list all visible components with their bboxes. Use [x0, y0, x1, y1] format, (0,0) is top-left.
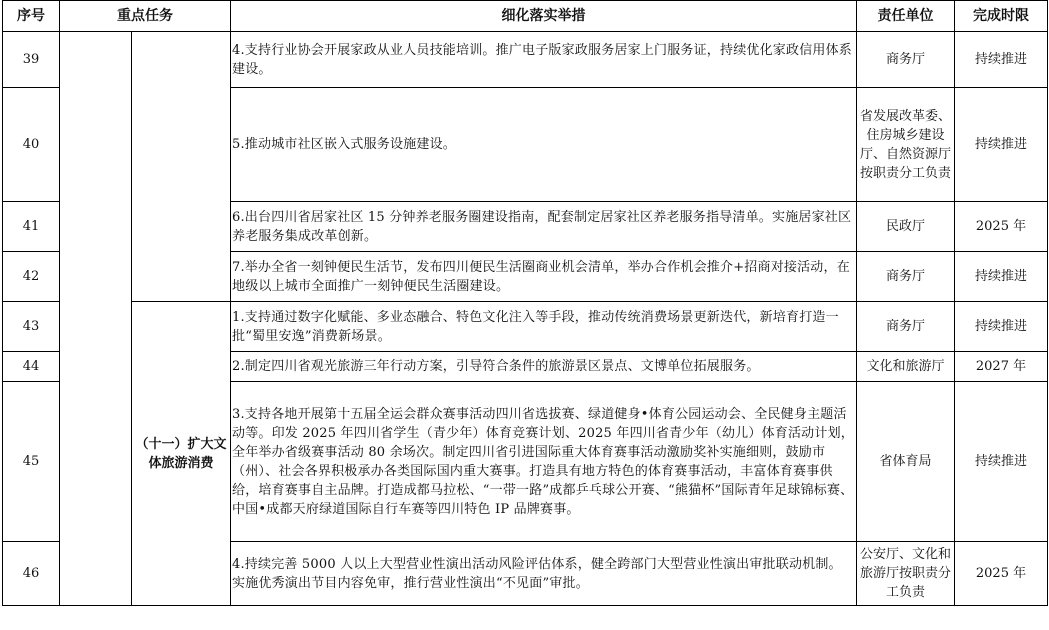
measure-cell: 6.出台四川省居家社区 15 分钟养老服务圈建设指南，配套制定居家社区养老服务指导清单。实施居家社区养老服务集成改革创新。 — [231, 202, 857, 252]
table-header-row — [3, 1, 1048, 32]
measure-cell: 7.举办全省一刻钟便民生活节，发布四川便民生活圈商业机会清单，举办合作机会推介+招商对接活动，在地级以上城市全面推广一刻钟便民生活圈建设。 — [231, 252, 857, 302]
measure-cell: 4.支持行业协会开展家政从业人员技能培训。推广电子版家政服务居家上门服务证，持续优化家政信用体系建设。 — [231, 32, 857, 88]
header-deadline: 完成时限 — [955, 1, 1048, 32]
measure-cell: 2.制定四川省观光旅游三年行动方案，引导符合条件的旅游景区景点、文博单位拓展服务。 — [231, 352, 857, 382]
unit-cell: 文化和旅游厅 — [857, 352, 955, 382]
table-row — [3, 32, 1048, 88]
deadline-cell: 持续推进 — [955, 302, 1048, 352]
measure-cell: 3.支持各地开展第十五届全运会群众赛事活动四川省选拔赛、绿道健身•体育公园运动会、全民健身主题活动等。印发 2025 年四川省学生（青少年）体育竞赛计划、2025 年四川省青少年（幼儿）体育活动计划，全年举办省级赛事活动 80 余场次。制定四川省引进国际重大体育赛事活动激励奖补实施细则，鼓励市（州）、社会各界积极承办各类国际国内重大赛事。打造具有地方特色的体育赛事活动，丰富体育赛事供给，培育赛事自主品牌。打造成都马拉松、“一带一路”成都乒乓球公开赛、“熊猫杯”国际青年足球锦标赛、中国•成都天府绿道国际自行车赛等四川特色 IP 品牌赛事。 — [231, 382, 857, 542]
unit-cell: 民政厅 — [857, 202, 955, 252]
unit-cell: 商务厅 — [857, 32, 955, 88]
row-number: 42 — [3, 252, 60, 302]
unit-cell: 商务厅 — [857, 252, 955, 302]
header-measures: 细化落实举措 — [231, 1, 857, 32]
task-cell-previous — [132, 32, 231, 302]
row-number: 44 — [3, 352, 60, 382]
deadline-cell: 2025 年 — [955, 542, 1048, 606]
measure-cell: 5.推动城市社区嵌入式服务设施建设。 — [231, 88, 857, 202]
task-column-blank — [60, 32, 132, 606]
unit-cell: 省发展改革委、住房城乡建设厅、自然资源厅按职责分工负责 — [857, 88, 955, 202]
measures-table — [2, 0, 1048, 606]
row-number: 43 — [3, 302, 60, 352]
deadline-cell: 持续推进 — [955, 88, 1048, 202]
measure-cell: 4.持续完善 5000 人以上大型营业性演出活动风险评估体系，健全跨部门大型营业性演出审批联动机制。实施优秀演出节目内容免审，推行营业性演出“不见面”审批。 — [231, 542, 857, 606]
task-group-label: （十一）扩大文体旅游消费 — [132, 302, 231, 606]
deadline-cell: 2027 年 — [955, 352, 1048, 382]
row-number: 40 — [3, 88, 60, 202]
unit-cell: 商务厅 — [857, 302, 955, 352]
measure-cell: 1.支持通过数字化赋能、多业态融合、特色文化注入等手段，推动传统消费场景更新迭代，新培育打造一批“蜀里安逸”消费新场景。 — [231, 302, 857, 352]
header-task: 重点任务 — [60, 1, 231, 32]
header-seq: 序号 — [3, 1, 60, 32]
table-row — [3, 302, 1048, 352]
deadline-cell: 2025 年 — [955, 202, 1048, 252]
row-number: 41 — [3, 202, 60, 252]
row-number: 39 — [3, 32, 60, 88]
header-unit: 责任单位 — [857, 1, 955, 32]
deadline-cell: 持续推进 — [955, 252, 1048, 302]
deadline-cell: 持续推进 — [955, 32, 1048, 88]
row-number: 45 — [3, 382, 60, 542]
deadline-cell: 持续推进 — [955, 382, 1048, 542]
unit-cell: 省体育局 — [857, 382, 955, 542]
row-number: 46 — [3, 542, 60, 606]
unit-cell: 公安厅、文化和旅游厅按职责分工负责 — [857, 542, 955, 606]
